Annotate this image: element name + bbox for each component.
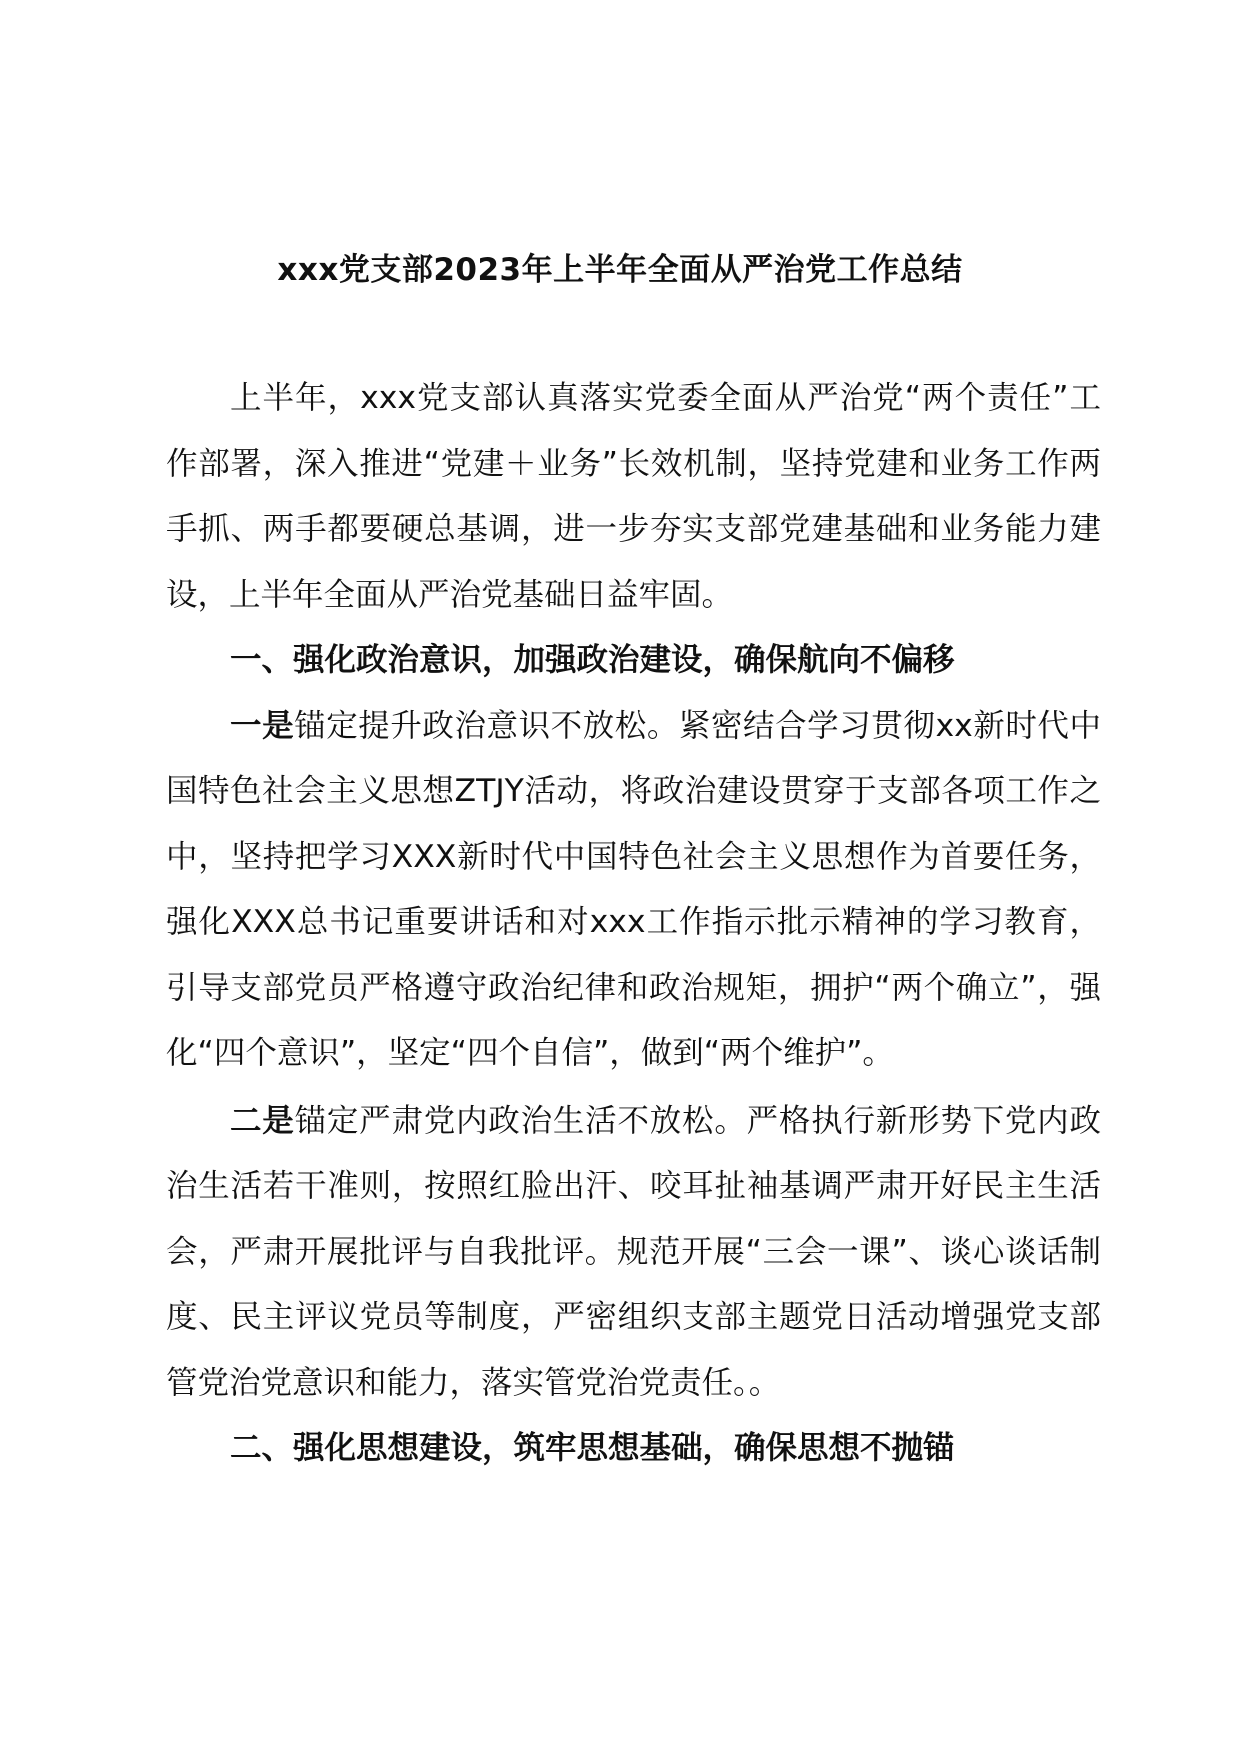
item-text-2: 锚定严肃党内政治生活不放松。严格执行新形势下党内政治生活若干准则，按照红脸出汗、咬耳扯袖基调严肃开好民主生活会，严肃开展批评与自我批评。规范开展“三会一课”、谈心谈话制度、民主评议党员等制度，严密组织支部主题党日活动增强党支部管党治党意识和能力，落实管党治党责任。。 [166,1102,1101,1401]
item-paragraph-1 [166,694,1101,1087]
item-paragraph-2 [166,1089,1101,1417]
section-heading-1: 一、强化政治意识，加强政治建设，确保航向不偏移 [230,642,955,678]
item-lead-2: 二是 [230,1102,295,1139]
intro-paragraph: 上半年，xxx党支部认真落实党委全面从严治党“两个责任”工作部署，深入推进“党建＋业务”长效机制，坚持党建和业务工作两手抓、两手都要硬总基调，进一步夯实支部党建基础和业务能力建设，上半年全面从严治党基础日益牢固。 [166,380,1101,613]
section-heading-2: 二、强化思想建设，筑牢思想基础，确保思想不抛锚 [230,1430,955,1466]
document-title: xxx党支部2023年上半年全面从严治党工作总结 [277,252,963,288]
item-lead-1: 一是 [230,707,295,744]
item-text-1: 锚定提升政治意识不放松。紧密结合学习贯彻xx新时代中国特色社会主义思想ZTJY活动，将政治建设贯穿于支部各项工作之中，坚持把学习XXX新时代中国特色社会主义思想作为首要任务，强化XXX总书记重要讲话和对xxx工作指示批示精神的学习教育，引导支部党员严格遵守政治纪律和政治规矩，拥护“两个确立”，强化“四个意识”，坚定“四个自信”，做到“两个维护”。 [166,707,1101,1071]
document-body [166,366,1101,1482]
